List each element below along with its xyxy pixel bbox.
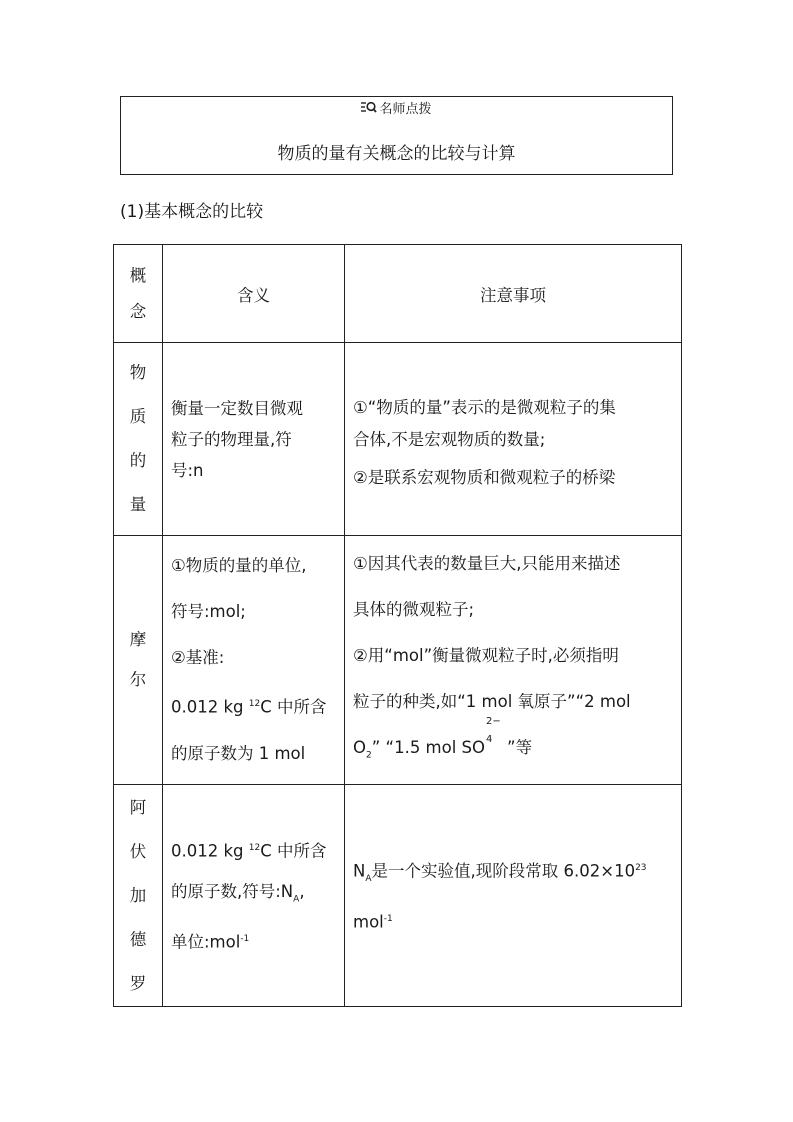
meaning-cell [163, 536, 345, 785]
meaning-line: 的原子数为 1 mol [171, 743, 306, 763]
notes-cell [345, 343, 682, 536]
subscript: A [293, 894, 300, 905]
text-run: ” “1.5 mol SO [371, 738, 486, 758]
header-meaning: 含义 [163, 245, 345, 343]
notes-line: ①因其代表的数量巨大,只能用来描述 [353, 554, 621, 574]
text-run: N [353, 861, 366, 881]
concept-char: 质 [129, 407, 147, 426]
subscript: 2 [366, 750, 372, 761]
meaning-line: 粒子的物理量,符 [171, 429, 292, 449]
meaning-line [171, 681, 336, 731]
text-run: ”等 [507, 738, 533, 758]
concept-cell [114, 536, 163, 785]
concept-char: 伏 [129, 841, 147, 861]
notes-cell [345, 785, 682, 1007]
meaning-line: 号:n [171, 460, 204, 480]
concept-cell [114, 343, 163, 536]
meaning-cell [163, 343, 345, 536]
concept-char: 加 [129, 885, 147, 905]
text-run: 0.012 kg [171, 697, 249, 717]
concept-char: 德 [129, 929, 147, 949]
notes-line: 合体,不是宏观物质的数量; [353, 430, 546, 449]
tip-title: 物质的量有关概念的比较与计算 [277, 144, 516, 164]
charge-superscript: 2− [486, 716, 501, 728]
notes-cell [345, 536, 682, 785]
notes-line: 具体的微观粒子; [353, 600, 475, 620]
text-run: C 中所含 [260, 697, 327, 717]
table-row [114, 536, 682, 785]
text-run: , [299, 881, 305, 901]
isotope-mass-number: 12 [248, 843, 261, 854]
exponent: -1 [383, 914, 393, 925]
subscript: A [365, 874, 372, 885]
table-row [114, 785, 682, 1007]
table-row [114, 343, 682, 536]
table-header-row [114, 245, 682, 343]
header-concept-char: 念 [129, 301, 147, 321]
header-concept-char: 概 [129, 265, 147, 285]
sulfate-charge-notation [485, 716, 507, 753]
tip-header [121, 101, 672, 118]
meaning-line [171, 872, 336, 919]
text-run: C 中所含 [260, 841, 327, 861]
isotope-mass-number: 12 [248, 699, 261, 710]
meaning-line: 符号:mol; [171, 602, 246, 622]
concept-comparison-table [113, 244, 682, 1007]
exponent: -1 [240, 934, 250, 945]
text-run: mol [353, 912, 384, 932]
concept-char: 摩 [129, 630, 147, 649]
meaning-line [171, 919, 336, 963]
notes-line: ②是联系宏观物质和微观粒子的桥梁 [353, 468, 616, 487]
text-run: 0.012 kg [171, 841, 249, 861]
text-run: 是一个实验值,现阶段常取 6.02×10 [371, 861, 636, 881]
atom-count-subscript: 4 [486, 734, 493, 746]
notes-line: ②用“mol”衡量微观粒子时,必须指明 [353, 646, 619, 666]
concept-char: 罗 [129, 973, 147, 993]
notes-line [353, 848, 673, 899]
concept-char: 的 [129, 451, 147, 470]
concept-char: 量 [129, 495, 147, 514]
concept-cell [114, 785, 163, 1007]
meaning-line [171, 828, 336, 872]
concept-char: 尔 [129, 670, 147, 689]
notes-line: ①“物质的量”表示的是微观粒子的集 [353, 398, 616, 417]
notes-line: 粒子的种类,如“1 mol 氧原子”“2 mol [353, 692, 631, 712]
magnifier-list-icon [361, 101, 377, 118]
header-concept [114, 245, 163, 343]
text-run: O [353, 738, 366, 758]
tip-label: 名师点拨 [379, 102, 432, 117]
meaning-line: ①物质的量的单位, [171, 556, 307, 576]
notes-line [353, 899, 673, 943]
notes-line [353, 716, 673, 778]
meaning-line: 衡量一定数目微观 [171, 398, 303, 418]
text-run: 单位:mol [171, 932, 241, 952]
header-notes: 注意事项 [345, 245, 682, 343]
section-heading: (1)基本概念的比较 [120, 202, 264, 222]
text-run: 的原子数,符号:N [171, 881, 294, 901]
concept-char: 阿 [129, 797, 147, 817]
meaning-line: ②基准: [171, 648, 225, 668]
tip-box [120, 96, 673, 175]
meaning-cell [163, 785, 345, 1007]
concept-char: 物 [129, 363, 147, 382]
exponent: 23 [635, 863, 647, 874]
